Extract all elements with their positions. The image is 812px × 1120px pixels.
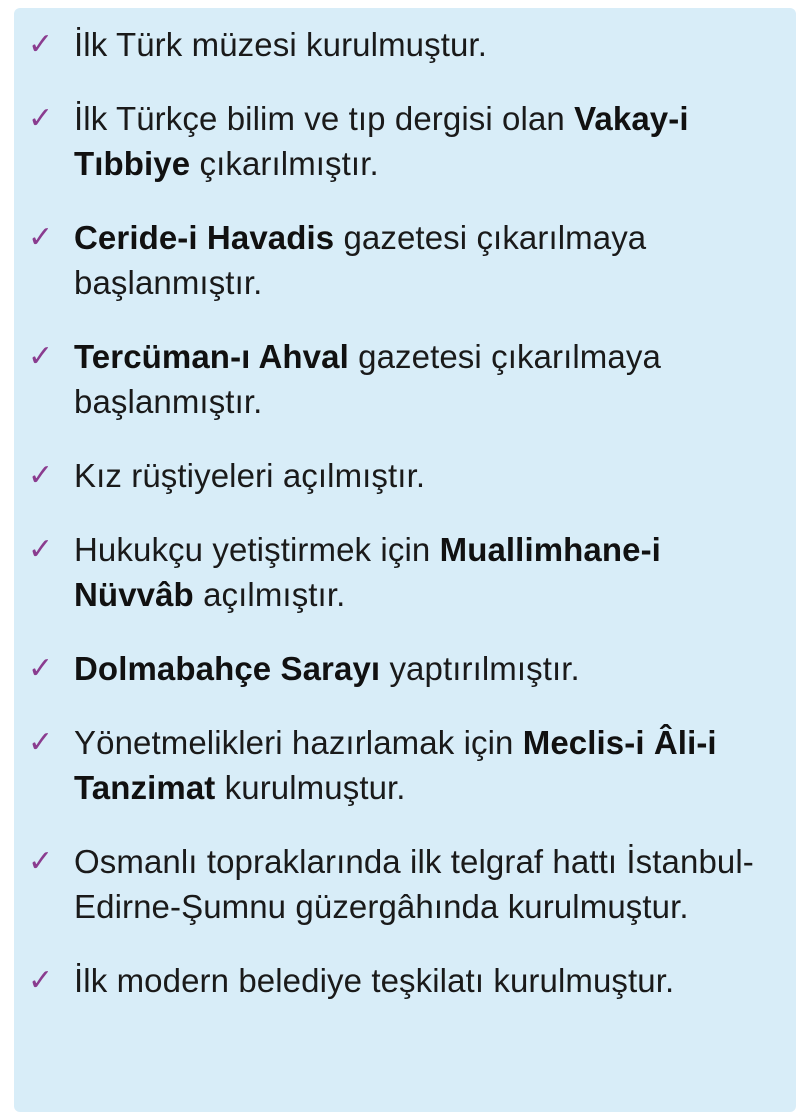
list-item-text <box>74 839 772 929</box>
list-item-text <box>74 958 772 1003</box>
text-segment: çıkarılmıştır. <box>190 145 379 182</box>
check-mark-icon: ✓ <box>28 101 54 136</box>
check-mark-icon: ✓ <box>28 725 54 760</box>
list-item <box>28 215 772 305</box>
check-mark-icon: ✓ <box>28 844 54 879</box>
list-item-text <box>74 646 772 691</box>
text-segment: gazetesi çıkarılmaya başlanmıştır. <box>74 219 647 301</box>
text-segment: İlk Türk müzesi kurulmuştur. <box>74 26 487 63</box>
check-mark-icon: ✓ <box>28 532 54 567</box>
check-mark-icon: ✓ <box>28 651 54 686</box>
list-item <box>28 958 772 1003</box>
check-mark-icon: ✓ <box>28 963 54 998</box>
bold-term: Meclis-i Âli-i Tanzimat <box>74 724 717 806</box>
list-item-text <box>74 334 772 424</box>
bold-term: Vakay-i Tıbbiye <box>74 100 689 182</box>
list-item-text <box>74 215 772 305</box>
check-mark-icon: ✓ <box>28 27 54 62</box>
text-segment: İlk Türkçe bilim ve tıp dergisi olan <box>74 100 575 137</box>
text-segment: kurulmuştur. <box>215 769 406 806</box>
bold-term: Tercüman-ı Ahval <box>74 338 349 375</box>
check-mark-icon: ✓ <box>28 458 54 493</box>
bold-term: Dolmabahçe Sarayı <box>74 650 381 687</box>
text-segment: gazetesi çıkarılmaya başlanmıştır. <box>74 338 661 420</box>
list-item <box>28 96 772 186</box>
list-item-text <box>74 453 772 498</box>
list-item <box>28 22 772 67</box>
checklist <box>28 22 772 1003</box>
list-item-text <box>74 22 772 67</box>
list-item-text <box>74 527 772 617</box>
text-segment: açılmıştır. <box>193 576 346 613</box>
list-item-text <box>74 720 772 810</box>
text-segment: İlk modern belediye teşkilatı kurulmuştur. <box>74 962 675 999</box>
list-item <box>28 527 772 617</box>
text-segment: Yönetmelikleri hazırlamak için <box>74 724 523 761</box>
text-segment: yaptırılmıştır. <box>380 650 580 687</box>
bold-term: Muallimhane-i Nüvvâb <box>74 531 661 613</box>
list-item <box>28 720 772 810</box>
info-panel <box>14 8 796 1112</box>
bold-term: Ceride-i Havadis <box>74 219 335 256</box>
text-segment: Hukukçu yetiştirmek için <box>74 531 440 568</box>
text-segment: Kız rüştiyeleri açılmıştır. <box>74 457 426 494</box>
list-item-text <box>74 96 772 186</box>
text-segment: Osmanlı topraklarında ilk telgraf hattı İstanbul-Edirne-Şumnu güzergâhında kurulmuştur. <box>74 843 754 925</box>
list-item <box>28 839 772 929</box>
list-item <box>28 334 772 424</box>
list-item <box>28 453 772 498</box>
check-mark-icon: ✓ <box>28 339 54 374</box>
list-item <box>28 646 772 691</box>
check-mark-icon: ✓ <box>28 220 54 255</box>
